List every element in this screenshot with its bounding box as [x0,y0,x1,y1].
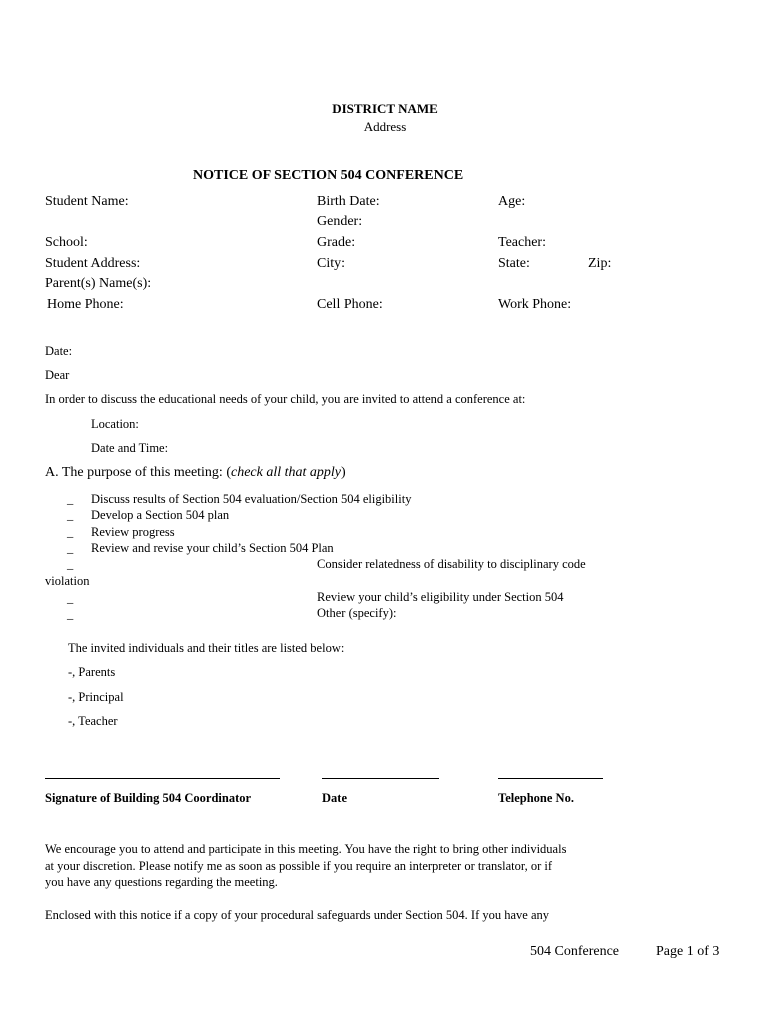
location-label: Location: [91,417,139,431]
state-label: State: [498,256,530,271]
closing-paragraph-line: you have any questions regarding the meeting. [45,875,278,889]
checkbox-blank[interactable]: _ [67,508,74,522]
page-title: NOTICE OF SECTION 504 CONFERENCE [193,168,464,183]
footer-page-number: Page 1 of 3 [656,944,720,959]
purpose-item: Develop a Section 504 plan [91,508,230,522]
student-name-label: Student Name: [45,194,129,209]
checkbox-blank[interactable]: _ [67,541,74,555]
checkbox-blank[interactable]: _ [67,607,74,621]
signature-date-label: Date [322,791,347,805]
checkbox-blank[interactable]: _ [67,525,74,539]
gender-label: Gender: [317,214,363,229]
purpose-item-eligibility: Review your child’s eligibility under Section 504 [317,590,564,604]
intro-text: In order to discuss the educational needs of your child, you are invited to attend a conference at: [45,392,526,406]
birth-date-label: Birth Date: [317,194,380,209]
home-phone-label: Home Phone: [47,297,124,312]
cell-phone-label: Cell Phone: [317,297,383,312]
closing-paragraph-line: We encourage you to attend and participate in this meeting. You have the right to bring other individuals [45,842,567,856]
zip-label: Zip: [588,256,612,271]
checkbox-blank[interactable]: _ [67,591,74,605]
salutation: Dear [45,368,70,382]
student-address-label: Student Address: [45,256,141,271]
work-phone-label: Work Phone: [498,297,572,312]
checkbox-blank[interactable]: _ [67,557,74,571]
date-label: Date: [45,344,73,358]
invited-intro: The invited individuals and their titles are listed below: [68,641,345,655]
date-line[interactable] [322,778,439,779]
teacher-label: Teacher: [498,235,546,250]
purpose-item: Review and revise your child’s Section 504 Plan [91,541,334,555]
school-label: School: [45,235,88,250]
signature-label: Signature of Building 504 Coordinator [45,791,252,805]
purpose-heading [45,465,346,481]
invited-person: -, Principal [68,690,124,704]
grade-label: Grade: [317,235,356,250]
invited-person: -, Parents [68,665,116,679]
checkbox-blank[interactable]: _ [67,492,74,506]
purpose-heading-text: A. The purpose of this meeting: ( [45,465,231,480]
purpose-heading-close: ) [341,465,346,480]
purpose-item-disciplinary-wrap: violation [45,574,90,588]
purpose-heading-italic: check all that apply [231,465,342,480]
telephone-line[interactable] [498,778,603,779]
purpose-item: Review progress [91,525,175,539]
closing-paragraph-line: at your discretion. Please notify me as soon as possible if you require an interpreter or translator, or if [45,859,552,873]
invited-person: -, Teacher [68,714,118,728]
purpose-item-disciplinary: Consider relatedness of disability to disciplinary code [317,557,586,571]
district-address: Address [363,119,407,134]
safeguards-paragraph: Enclosed with this notice if a copy of your procedural safeguards under Section 504. If you have any [45,908,550,922]
signature-line[interactable] [45,778,280,779]
city-label: City: [317,256,346,271]
date-time-label: Date and Time: [91,441,169,455]
age-label: Age: [498,194,526,209]
parents-label: Parent(s) Name(s): [45,276,152,291]
district-name: DISTRICT NAME [332,101,438,116]
telephone-label: Telephone No. [498,791,574,805]
purpose-item: Discuss results of Section 504 evaluation/Section 504 eligibility [91,492,412,506]
purpose-item-other: Other (specify): [317,606,397,620]
footer-doc-name: 504 Conference [530,944,620,959]
